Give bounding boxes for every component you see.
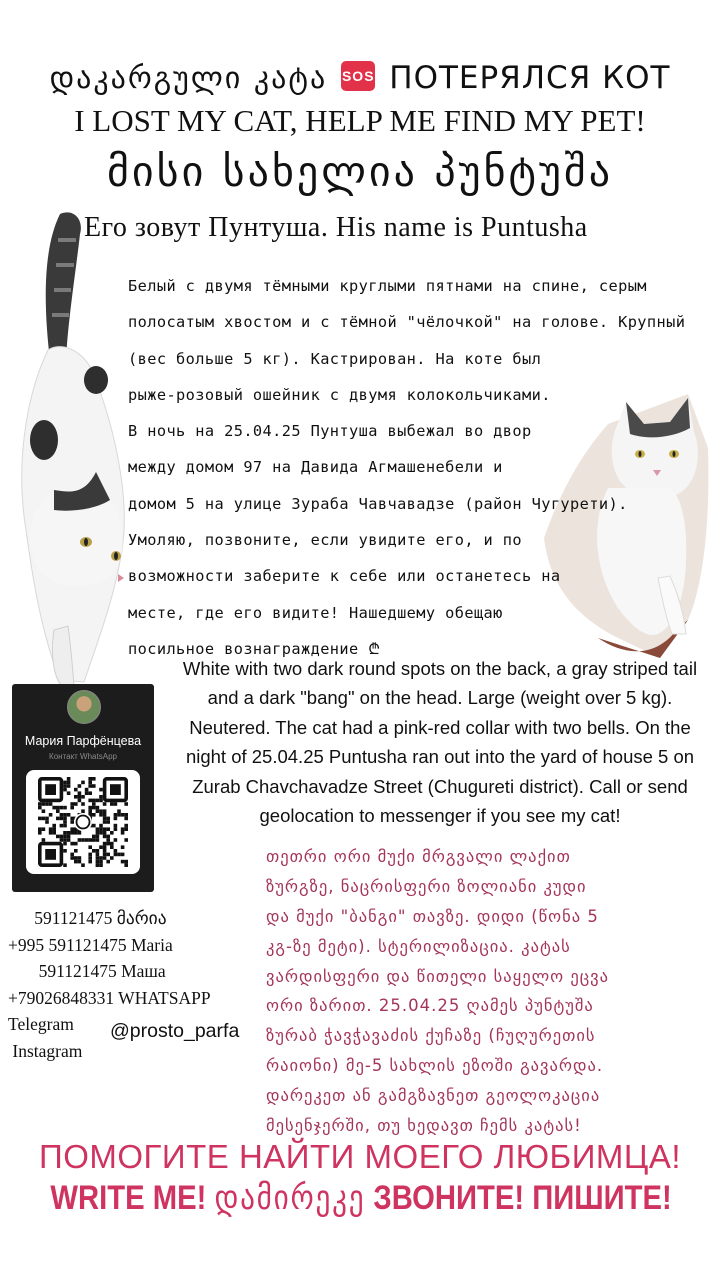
qr-code-icon — [26, 770, 140, 874]
ru-line: полосатым хвостом и с тёмной "чёлочкой" на голове. Крупный — [128, 313, 686, 332]
cat-name-ru-en: Его зовут Пунтуша. His name is Puntusha — [84, 212, 588, 243]
ru-line: Белый с двумя тёмными круглыми пятнами на спине, серым — [128, 277, 647, 295]
ge-line: ვარდისფერი და წითელი საყელო ეცვა — [266, 966, 610, 986]
footer-call-russian: ЗВОНИТЕ! ПИШИТЕ! — [373, 1179, 672, 1217]
contact-instagram: Instagram — [8, 1040, 83, 1061]
en-line: night of 25.04.25 Puntusha ran out into the yard of house 5 on — [185, 746, 695, 768]
title-georgian: დაკარგული კატა — [49, 61, 328, 96]
social-handle[interactable]: @prosto_parfa — [110, 1020, 240, 1042]
contact-phone-intl[interactable]: +995 591121475 Maria — [8, 934, 173, 955]
qr-code[interactable] — [26, 770, 140, 874]
cat-name-georgian: მისი სახელია პუნტუშა — [106, 147, 614, 196]
footer-call-georgian: დამირეკე — [214, 1179, 366, 1217]
ru-line: Умоляю, позвоните, если увидите его, и по — [128, 531, 522, 550]
ge-line: დარეკეთ ან გამგზავნეთ გეოლოკაცია — [266, 1086, 601, 1106]
ge-line: ზურგზე, ნაცრისფერი ზოლიანი კუდი — [266, 876, 587, 896]
ru-line: возможности заберите к себе или останетесь на — [128, 567, 561, 586]
ge-line: კგ-ზე მეტი). სტერილიზაცია. კატას — [266, 936, 571, 956]
ru-line: рыже-розовый ошейник с двумя колокольчиками. — [128, 385, 551, 404]
contact-telegram: Telegram — [8, 1014, 74, 1034]
ge-line: და მუქი "ბანგი" თავზე. დიდი (წონა 5 — [266, 906, 599, 926]
title-russian: ПОТЕРЯЛСЯ КОТ — [389, 60, 671, 96]
whatsapp-contact-card[interactable] — [12, 684, 154, 892]
ge-line: მესენჯერში, თუ ხედავთ ჩემს კატას! — [266, 1116, 582, 1136]
ge-line: რაიონი) მე-5 სახლის ეზოში გავარდა. — [266, 1056, 604, 1076]
description-russian — [128, 268, 718, 667]
ru-line: В ночь на 25.04.25 Пунтуша выбежал во двор — [128, 422, 532, 441]
footer-write-me: WRITE ME! — [50, 1179, 207, 1217]
en-line: Neutered. The cat had a pink-red collar with two bells. On the — [189, 716, 691, 738]
ge-line: ორი ზარით. 25.04.25 ღამეს პუნტუშა — [266, 996, 594, 1016]
contact-phone-ru[interactable]: 591121475 Маша — [8, 961, 166, 981]
en-line: geolocation to messenger if you see my cat! — [259, 805, 621, 827]
ge-line: თეთრი ორი მუქი მრგვალი ლაქით — [266, 847, 571, 866]
contact-subtitle: Контакт WhatsApp — [49, 752, 117, 761]
en-line: and a dark "bang" on the head. Large (weight over 5 kg). — [207, 687, 673, 709]
footer-help-find: ПОМОГИТЕ НАЙТИ МОЕГО ЛЮБИМЦА! — [38, 1138, 682, 1175]
footer-call-write — [50, 1178, 672, 1218]
en-line: White with two dark round spots on the back, a gray striped tail — [182, 658, 698, 679]
avatar — [67, 690, 101, 724]
contact-name: Мария Парфёнцева — [24, 734, 142, 748]
ru-line: (вес больше 5 кг). Кастрирован. На коте был — [128, 349, 542, 368]
cat-photo-left — [14, 210, 139, 690]
ru-line: домом 5 на улице Зураба Чавчавадзе (район Чугурети). — [128, 494, 628, 513]
ru-line: месте, где его видите! Нашедшему обещаю — [128, 603, 503, 622]
en-line: Zurab Chavchavadze Street (Chugureti district). Call or send — [192, 775, 688, 797]
contact-phone-ge[interactable]: 591121475 მარია — [8, 908, 167, 928]
title-line-lost-cat — [0, 60, 720, 96]
description-georgian — [266, 842, 720, 1141]
ru-line: посильное вознаграждение ₾ — [128, 639, 381, 658]
description-english — [160, 654, 720, 830]
ge-line: ზურაბ ჭავჭავაძის ქუჩაზე (ჩუღურეთის — [266, 1026, 596, 1046]
contact-whatsapp[interactable]: +79026848331 WHATSAPP — [8, 987, 211, 1008]
ru-line: между домом 97 на Давида Агмашенебели и — [128, 458, 503, 477]
sos-icon: SOS — [341, 61, 375, 91]
title-english: I LOST MY CAT, HELP ME FIND MY PET! — [74, 103, 646, 138]
